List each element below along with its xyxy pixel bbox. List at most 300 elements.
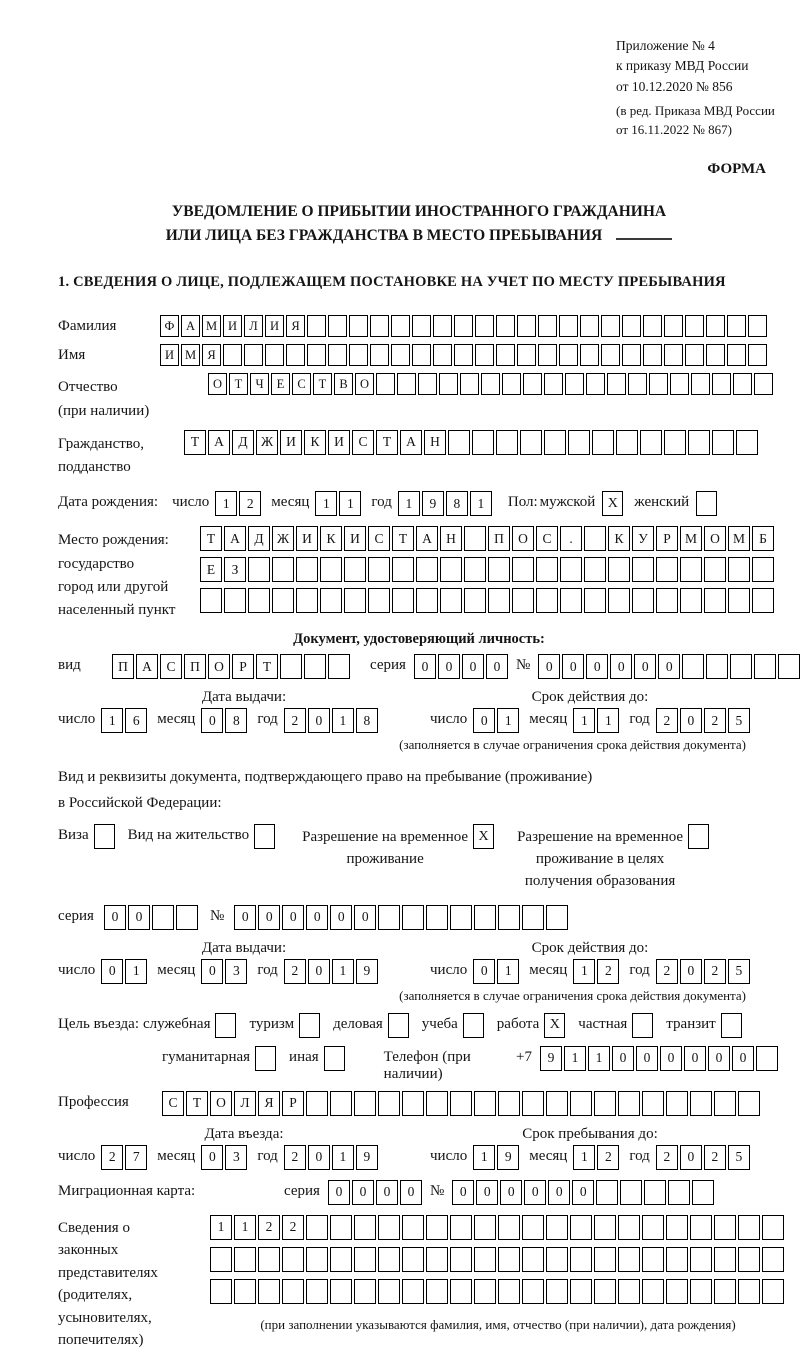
char-box[interactable]: 9 xyxy=(422,491,444,516)
char-box[interactable]: 2 xyxy=(258,1215,280,1240)
char-box[interactable] xyxy=(416,588,438,613)
char-box[interactable]: А xyxy=(224,526,246,551)
char-box[interactable]: . xyxy=(560,526,582,551)
char-box[interactable]: Л xyxy=(234,1091,256,1116)
char-box[interactable]: Б xyxy=(752,526,774,551)
char-box[interactable]: 0 xyxy=(524,1180,546,1205)
study-checkbox[interactable] xyxy=(463,1013,484,1038)
char-box[interactable]: 0 xyxy=(680,1145,702,1170)
char-box[interactable]: 0 xyxy=(462,654,484,679)
char-box[interactable]: З xyxy=(224,557,246,582)
business-checkbox[interactable] xyxy=(388,1013,409,1038)
char-box[interactable]: 0 xyxy=(562,654,584,679)
char-box[interactable]: 2 xyxy=(284,959,306,984)
char-box[interactable] xyxy=(546,1215,568,1240)
char-box[interactable] xyxy=(210,1279,232,1304)
char-box[interactable] xyxy=(402,1215,424,1240)
char-box[interactable] xyxy=(714,1279,736,1304)
char-box[interactable]: 1 xyxy=(573,959,595,984)
char-box[interactable]: 2 xyxy=(597,1145,619,1170)
char-box[interactable] xyxy=(344,557,366,582)
char-box[interactable]: 5 xyxy=(728,959,750,984)
char-box[interactable]: 0 xyxy=(732,1046,754,1071)
char-box[interactable]: 0 xyxy=(308,1145,330,1170)
char-box[interactable] xyxy=(754,654,776,679)
char-box[interactable] xyxy=(640,430,662,455)
char-box[interactable] xyxy=(464,588,486,613)
char-box[interactable] xyxy=(666,1279,688,1304)
char-box[interactable] xyxy=(426,1247,448,1272)
char-box[interactable] xyxy=(450,1215,472,1240)
char-box[interactable] xyxy=(330,1215,352,1240)
char-box[interactable] xyxy=(392,557,414,582)
char-box[interactable]: 0 xyxy=(352,1180,374,1205)
char-box[interactable] xyxy=(656,557,678,582)
char-box[interactable] xyxy=(618,1247,640,1272)
char-box[interactable] xyxy=(601,344,620,366)
char-box[interactable] xyxy=(368,588,390,613)
char-box[interactable]: К xyxy=(608,526,630,551)
char-box[interactable] xyxy=(738,1247,760,1272)
char-box[interactable]: 0 xyxy=(636,1046,658,1071)
char-box[interactable] xyxy=(440,557,462,582)
sex-female-checkbox[interactable] xyxy=(696,491,717,516)
char-box[interactable] xyxy=(706,654,728,679)
char-box[interactable] xyxy=(559,315,578,337)
char-box[interactable] xyxy=(584,588,606,613)
char-box[interactable]: М xyxy=(680,526,702,551)
char-box[interactable] xyxy=(748,344,767,366)
char-box[interactable] xyxy=(642,1215,664,1240)
char-box[interactable]: А xyxy=(136,654,158,679)
char-box[interactable]: Т xyxy=(229,373,248,395)
char-box[interactable] xyxy=(378,905,400,930)
char-box[interactable]: У xyxy=(632,526,654,551)
temp-residence-education-checkbox[interactable] xyxy=(688,824,709,849)
char-box[interactable]: 0 xyxy=(473,959,495,984)
char-box[interactable] xyxy=(580,315,599,337)
char-box[interactable] xyxy=(282,1247,304,1272)
char-box[interactable] xyxy=(714,1091,736,1116)
char-box[interactable] xyxy=(712,430,734,455)
char-box[interactable]: 1 xyxy=(101,708,123,733)
char-box[interactable]: И xyxy=(265,315,284,337)
char-box[interactable] xyxy=(258,1279,280,1304)
char-box[interactable]: 2 xyxy=(704,1145,726,1170)
char-box[interactable]: 0 xyxy=(234,905,256,930)
char-box[interactable] xyxy=(354,1247,376,1272)
char-box[interactable] xyxy=(304,654,326,679)
char-box[interactable]: 2 xyxy=(656,1145,678,1170)
char-box[interactable] xyxy=(666,1247,688,1272)
char-box[interactable] xyxy=(306,1279,328,1304)
char-box[interactable]: Л xyxy=(244,315,263,337)
char-box[interactable]: 0 xyxy=(708,1046,730,1071)
char-box[interactable] xyxy=(706,344,725,366)
char-box[interactable] xyxy=(450,1091,472,1116)
char-box[interactable]: 1 xyxy=(215,491,237,516)
char-box[interactable] xyxy=(762,1215,784,1240)
char-box[interactable] xyxy=(643,315,662,337)
char-box[interactable] xyxy=(618,1279,640,1304)
char-box[interactable] xyxy=(642,1247,664,1272)
char-box[interactable]: Ф xyxy=(160,315,179,337)
char-box[interactable]: Р xyxy=(656,526,678,551)
char-box[interactable] xyxy=(522,905,544,930)
char-box[interactable]: Т xyxy=(186,1091,208,1116)
char-box[interactable] xyxy=(450,1279,472,1304)
char-box[interactable] xyxy=(728,557,750,582)
char-box[interactable] xyxy=(474,1215,496,1240)
char-box[interactable] xyxy=(608,588,630,613)
char-box[interactable] xyxy=(622,315,641,337)
char-box[interactable] xyxy=(664,430,686,455)
char-box[interactable] xyxy=(546,1091,568,1116)
char-box[interactable]: 9 xyxy=(540,1046,562,1071)
char-box[interactable] xyxy=(656,588,678,613)
char-box[interactable]: 2 xyxy=(284,708,306,733)
char-box[interactable] xyxy=(378,1279,400,1304)
char-box[interactable] xyxy=(354,1279,376,1304)
char-box[interactable] xyxy=(454,315,473,337)
char-box[interactable] xyxy=(692,1180,714,1205)
char-box[interactable] xyxy=(370,315,389,337)
char-box[interactable] xyxy=(632,557,654,582)
char-box[interactable]: А xyxy=(181,315,200,337)
char-box[interactable]: Т xyxy=(200,526,222,551)
char-box[interactable]: 8 xyxy=(446,491,468,516)
char-box[interactable] xyxy=(568,430,590,455)
char-box[interactable] xyxy=(586,373,605,395)
char-box[interactable] xyxy=(642,1091,664,1116)
char-box[interactable]: 0 xyxy=(680,708,702,733)
char-box[interactable] xyxy=(378,1247,400,1272)
char-box[interactable]: О xyxy=(355,373,374,395)
char-box[interactable]: 0 xyxy=(660,1046,682,1071)
char-box[interactable] xyxy=(608,557,630,582)
char-box[interactable] xyxy=(481,373,500,395)
char-box[interactable] xyxy=(234,1247,256,1272)
char-box[interactable] xyxy=(570,1247,592,1272)
work-checkbox[interactable]: X xyxy=(544,1013,565,1038)
char-box[interactable]: 2 xyxy=(239,491,261,516)
char-box[interactable]: 0 xyxy=(201,708,223,733)
char-box[interactable] xyxy=(464,557,486,582)
char-box[interactable] xyxy=(592,430,614,455)
char-box[interactable]: 9 xyxy=(356,1145,378,1170)
char-box[interactable] xyxy=(439,373,458,395)
char-box[interactable] xyxy=(546,905,568,930)
char-box[interactable] xyxy=(738,1091,760,1116)
char-box[interactable] xyxy=(296,557,318,582)
char-box[interactable] xyxy=(488,557,510,582)
char-box[interactable] xyxy=(580,344,599,366)
char-box[interactable]: О xyxy=(210,1091,232,1116)
char-box[interactable]: 0 xyxy=(610,654,632,679)
char-box[interactable]: В xyxy=(334,373,353,395)
char-box[interactable] xyxy=(498,1247,520,1272)
char-box[interactable]: 0 xyxy=(258,905,280,930)
char-box[interactable]: 0 xyxy=(400,1180,422,1205)
char-box[interactable]: 0 xyxy=(612,1046,634,1071)
char-box[interactable] xyxy=(307,315,326,337)
char-box[interactable] xyxy=(328,344,347,366)
char-box[interactable]: 1 xyxy=(588,1046,610,1071)
char-box[interactable]: Я xyxy=(258,1091,280,1116)
char-box[interactable] xyxy=(690,1247,712,1272)
char-box[interactable]: О xyxy=(704,526,726,551)
char-box[interactable] xyxy=(475,344,494,366)
char-box[interactable]: 1 xyxy=(573,1145,595,1170)
char-box[interactable] xyxy=(560,557,582,582)
char-box[interactable] xyxy=(714,1247,736,1272)
char-box[interactable]: И xyxy=(328,430,350,455)
char-box[interactable]: 0 xyxy=(438,654,460,679)
char-box[interactable] xyxy=(728,588,750,613)
char-box[interactable]: 2 xyxy=(704,959,726,984)
char-box[interactable] xyxy=(622,344,641,366)
char-box[interactable]: 1 xyxy=(470,491,492,516)
char-box[interactable]: А xyxy=(208,430,230,455)
private-checkbox[interactable] xyxy=(632,1013,653,1038)
char-box[interactable]: 0 xyxy=(101,959,123,984)
char-box[interactable]: 0 xyxy=(680,959,702,984)
char-box[interactable] xyxy=(224,588,246,613)
char-box[interactable]: 2 xyxy=(656,708,678,733)
char-box[interactable]: 2 xyxy=(101,1145,123,1170)
char-box[interactable] xyxy=(412,315,431,337)
char-box[interactable] xyxy=(330,1247,352,1272)
char-box[interactable] xyxy=(512,557,534,582)
char-box[interactable] xyxy=(464,526,486,551)
char-box[interactable] xyxy=(496,344,515,366)
char-box[interactable] xyxy=(354,1091,376,1116)
char-box[interactable] xyxy=(594,1247,616,1272)
char-box[interactable]: Т xyxy=(256,654,278,679)
char-box[interactable] xyxy=(502,373,521,395)
char-box[interactable]: Е xyxy=(271,373,290,395)
char-box[interactable]: 0 xyxy=(330,905,352,930)
char-box[interactable] xyxy=(680,557,702,582)
char-box[interactable] xyxy=(272,557,294,582)
char-box[interactable] xyxy=(632,588,654,613)
char-box[interactable] xyxy=(512,588,534,613)
char-box[interactable] xyxy=(328,654,350,679)
char-box[interactable] xyxy=(402,1279,424,1304)
char-box[interactable] xyxy=(756,1046,778,1071)
char-box[interactable] xyxy=(538,344,557,366)
char-box[interactable]: 0 xyxy=(308,708,330,733)
char-box[interactable] xyxy=(370,344,389,366)
char-box[interactable]: О xyxy=(208,373,227,395)
char-box[interactable] xyxy=(730,654,752,679)
char-box[interactable] xyxy=(618,1215,640,1240)
char-box[interactable] xyxy=(565,373,584,395)
char-box[interactable] xyxy=(670,373,689,395)
char-box[interactable]: Д xyxy=(248,526,270,551)
char-box[interactable] xyxy=(546,1247,568,1272)
char-box[interactable]: 5 xyxy=(728,1145,750,1170)
char-box[interactable] xyxy=(517,315,536,337)
char-box[interactable]: А xyxy=(416,526,438,551)
sex-male-checkbox[interactable]: X xyxy=(602,491,623,516)
char-box[interactable] xyxy=(391,344,410,366)
char-box[interactable]: К xyxy=(320,526,342,551)
char-box[interactable] xyxy=(378,1091,400,1116)
char-box[interactable] xyxy=(570,1215,592,1240)
char-box[interactable] xyxy=(628,373,647,395)
char-box[interactable] xyxy=(668,1180,690,1205)
char-box[interactable] xyxy=(320,557,342,582)
char-box[interactable] xyxy=(664,315,683,337)
char-box[interactable] xyxy=(474,905,496,930)
char-box[interactable] xyxy=(258,1247,280,1272)
char-box[interactable] xyxy=(433,344,452,366)
char-box[interactable]: 0 xyxy=(128,905,150,930)
char-box[interactable] xyxy=(475,315,494,337)
char-box[interactable]: 0 xyxy=(328,1180,350,1205)
char-box[interactable] xyxy=(354,1215,376,1240)
char-box[interactable] xyxy=(282,1279,304,1304)
char-box[interactable] xyxy=(522,1247,544,1272)
char-box[interactable] xyxy=(584,526,606,551)
char-box[interactable]: 8 xyxy=(225,708,247,733)
char-box[interactable]: 0 xyxy=(658,654,680,679)
char-box[interactable] xyxy=(536,557,558,582)
char-box[interactable]: П xyxy=(184,654,206,679)
char-box[interactable]: 9 xyxy=(356,959,378,984)
char-box[interactable]: О xyxy=(512,526,534,551)
char-box[interactable] xyxy=(642,1279,664,1304)
char-box[interactable] xyxy=(685,315,704,337)
char-box[interactable]: С xyxy=(160,654,182,679)
char-box[interactable]: Т xyxy=(184,430,206,455)
char-box[interactable] xyxy=(416,557,438,582)
char-box[interactable] xyxy=(248,557,270,582)
char-box[interactable] xyxy=(248,588,270,613)
char-box[interactable] xyxy=(306,1215,328,1240)
char-box[interactable] xyxy=(210,1247,232,1272)
char-box[interactable] xyxy=(433,315,452,337)
official-checkbox[interactable] xyxy=(215,1013,236,1038)
residence-permit-checkbox[interactable] xyxy=(254,824,275,849)
char-box[interactable]: Т xyxy=(376,430,398,455)
char-box[interactable]: 6 xyxy=(125,708,147,733)
char-box[interactable]: 0 xyxy=(538,654,560,679)
char-box[interactable]: С xyxy=(536,526,558,551)
char-box[interactable]: 0 xyxy=(104,905,126,930)
char-box[interactable] xyxy=(474,1279,496,1304)
char-box[interactable] xyxy=(426,1279,448,1304)
char-box[interactable] xyxy=(616,430,638,455)
char-box[interactable] xyxy=(752,588,774,613)
char-box[interactable]: С xyxy=(162,1091,184,1116)
char-box[interactable]: 0 xyxy=(376,1180,398,1205)
char-box[interactable]: 0 xyxy=(548,1180,570,1205)
char-box[interactable]: 1 xyxy=(332,959,354,984)
char-box[interactable] xyxy=(392,588,414,613)
char-box[interactable] xyxy=(594,1215,616,1240)
char-box[interactable]: 2 xyxy=(656,959,678,984)
char-box[interactable]: 1 xyxy=(573,708,595,733)
tourism-checkbox[interactable] xyxy=(299,1013,320,1038)
char-box[interactable] xyxy=(691,373,710,395)
char-box[interactable]: 0 xyxy=(308,959,330,984)
char-box[interactable]: 1 xyxy=(210,1215,232,1240)
char-box[interactable] xyxy=(307,344,326,366)
char-box[interactable]: 2 xyxy=(284,1145,306,1170)
char-box[interactable] xyxy=(320,588,342,613)
char-box[interactable] xyxy=(649,373,668,395)
char-box[interactable] xyxy=(488,588,510,613)
char-box[interactable] xyxy=(200,588,222,613)
char-box[interactable]: 1 xyxy=(564,1046,586,1071)
char-box[interactable]: П xyxy=(112,654,134,679)
char-box[interactable]: К xyxy=(304,430,326,455)
char-box[interactable] xyxy=(280,654,302,679)
char-box[interactable] xyxy=(397,373,416,395)
char-box[interactable] xyxy=(538,315,557,337)
char-box[interactable] xyxy=(644,1180,666,1205)
char-box[interactable]: М xyxy=(181,344,200,366)
char-box[interactable] xyxy=(330,1279,352,1304)
char-box[interactable]: 3 xyxy=(225,1145,247,1170)
char-box[interactable] xyxy=(601,315,620,337)
char-box[interactable] xyxy=(272,588,294,613)
char-box[interactable]: 0 xyxy=(684,1046,706,1071)
char-box[interactable] xyxy=(714,1215,736,1240)
char-box[interactable] xyxy=(344,588,366,613)
char-box[interactable]: Ч xyxy=(250,373,269,395)
char-box[interactable]: 0 xyxy=(201,1145,223,1170)
char-box[interactable]: И xyxy=(223,315,242,337)
char-box[interactable]: А xyxy=(400,430,422,455)
char-box[interactable] xyxy=(754,373,773,395)
char-box[interactable] xyxy=(544,373,563,395)
char-box[interactable] xyxy=(704,588,726,613)
char-box[interactable]: 1 xyxy=(398,491,420,516)
char-box[interactable]: 0 xyxy=(452,1180,474,1205)
char-box[interactable]: 5 xyxy=(728,708,750,733)
char-box[interactable] xyxy=(643,344,662,366)
char-box[interactable]: 2 xyxy=(597,959,619,984)
char-box[interactable]: 0 xyxy=(586,654,608,679)
char-box[interactable]: Р xyxy=(232,654,254,679)
char-box[interactable]: 1 xyxy=(497,959,519,984)
char-box[interactable] xyxy=(762,1247,784,1272)
char-box[interactable] xyxy=(666,1215,688,1240)
char-box[interactable] xyxy=(594,1091,616,1116)
char-box[interactable] xyxy=(607,373,626,395)
char-box[interactable] xyxy=(474,1091,496,1116)
char-box[interactable] xyxy=(330,1091,352,1116)
char-box[interactable] xyxy=(620,1180,642,1205)
char-box[interactable] xyxy=(349,315,368,337)
char-box[interactable]: Ж xyxy=(256,430,278,455)
char-box[interactable] xyxy=(244,344,263,366)
char-box[interactable] xyxy=(426,1091,448,1116)
char-box[interactable]: И xyxy=(296,526,318,551)
char-box[interactable] xyxy=(690,1215,712,1240)
char-box[interactable] xyxy=(738,1279,760,1304)
char-box[interactable]: 0 xyxy=(306,905,328,930)
char-box[interactable] xyxy=(682,654,704,679)
char-box[interactable] xyxy=(706,315,725,337)
char-box[interactable] xyxy=(498,1215,520,1240)
char-box[interactable] xyxy=(704,557,726,582)
char-box[interactable]: Е xyxy=(200,557,222,582)
char-box[interactable] xyxy=(733,373,752,395)
